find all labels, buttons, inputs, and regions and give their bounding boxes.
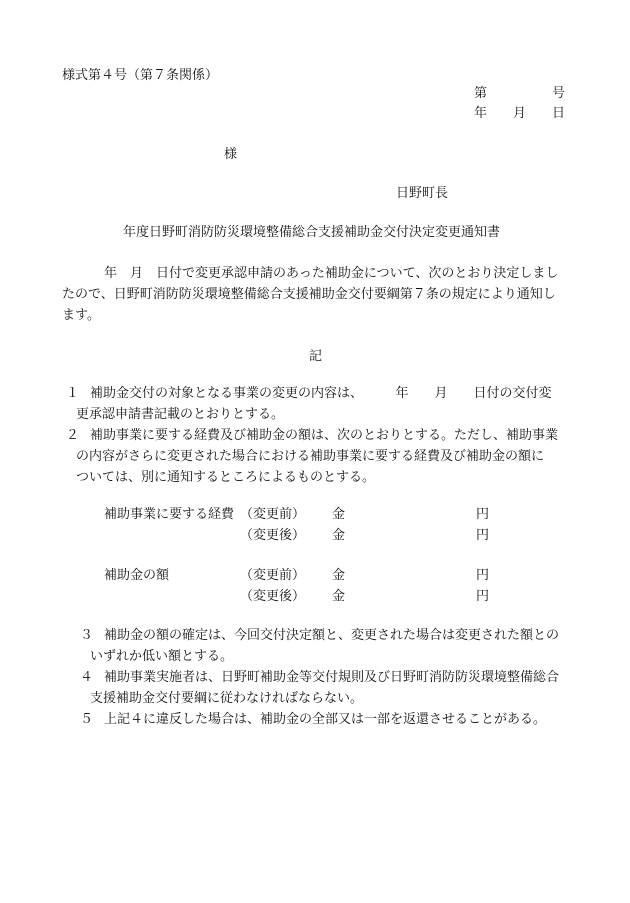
item-2-number: ２ <box>66 428 80 443</box>
expense-before-yen: 円 <box>476 507 490 522</box>
body-line-2: たので、日野町消防防災環境整備総合支援補助金交付要綱第７条の規定により通知し <box>62 287 556 302</box>
addressee-suffix: 様 <box>224 147 238 162</box>
document-title: 年度日野町消防防災環境整備総合支援補助金交付決定変更通知書 <box>123 225 501 240</box>
item-4-number: ４ <box>80 670 94 685</box>
item-4-line-2: 支援補助金交付要綱に従わなければならない。 <box>90 691 364 706</box>
item-5-number: ５ <box>80 712 94 727</box>
issuer-name: 日野町長 <box>396 186 449 201</box>
subsidy-after-tag: （変更後） <box>240 589 306 604</box>
ki-heading: 記 <box>309 349 323 364</box>
subsidy-after-kin: 金 <box>332 589 346 604</box>
subsidy-label: 補助金の額 <box>104 568 170 583</box>
expense-after-kin: 金 <box>332 528 346 543</box>
item-1-number: １ <box>66 386 80 401</box>
expense-after-tag: （変更後） <box>240 528 306 543</box>
expense-before-kin: 金 <box>332 507 346 522</box>
subsidy-before-yen: 円 <box>476 568 490 583</box>
expense-after-yen: 円 <box>476 528 490 543</box>
subsidy-after-yen: 円 <box>476 589 490 604</box>
date-label: 年 月 日 <box>474 106 566 121</box>
subsidy-before-tag: （変更前） <box>240 568 306 583</box>
item-4-line-1: 補助事業実施者は、日野町補助金等交付規則及び日野町消防防災環境整備総合 <box>104 670 560 685</box>
item-2-line-3: ついては、別に通知するところによるものとする。 <box>76 470 376 485</box>
item-3-line-2: いずれか低い額とする。 <box>90 649 234 664</box>
expense-label: 補助事業に要する経費 <box>104 507 235 522</box>
form-label: 様式第４号（第７条関係） <box>62 68 219 83</box>
item-2-line-2: の内容がさらに変更された場合における補助事業に要する経費及び補助金の額に <box>76 449 545 464</box>
item-3-number: ３ <box>80 628 94 643</box>
item-5-line-1: 上記４に違反した場合は、補助金の全部又は一部を返還させることがある。 <box>104 712 547 727</box>
item-3-line-1: 補助金の額の確定は、今回交付決定額と、変更された場合は変更された額との <box>104 628 560 643</box>
document-number-label: 第 号 <box>474 86 566 101</box>
item-2-line-1: 補助事業に要する経費及び補助金の額は、次のとおりとする。ただし、補助事業 <box>90 428 559 443</box>
item-1-line-1: 補助金交付の対象となる事業の変更の内容は、 年 月 日付の交付変 <box>90 386 552 401</box>
body-line-1: 年 月 日付で変更承認申請のあった補助金について、次のとおり決定しまし <box>104 266 559 281</box>
item-1-line-2: 更承認申請書記載のとおりとする。 <box>76 407 285 422</box>
body-line-3: ます。 <box>62 308 100 323</box>
subsidy-before-kin: 金 <box>332 568 346 583</box>
expense-before-tag: （変更前） <box>240 507 306 522</box>
